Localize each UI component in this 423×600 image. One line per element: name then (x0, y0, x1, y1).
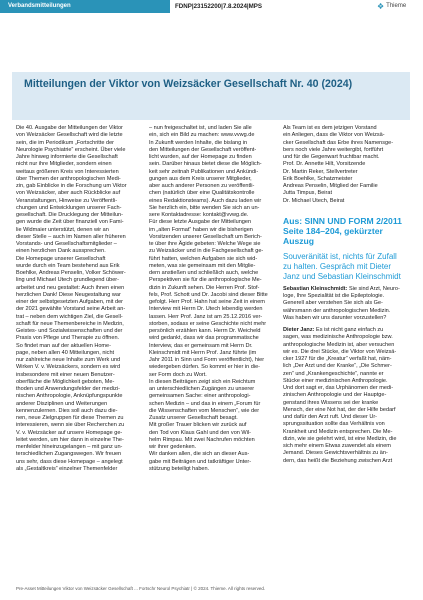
text-line: Neurologie Psychiatrie“ erscheint. Über viele (16, 146, 126, 153)
text-line: bers noch viele Jahre weitergibt, fortführt (283, 146, 384, 153)
text-line: wurde durch ein Team bestehend aus Erik (16, 262, 120, 269)
text-line: schaft für neue Themenbereiche in Medizin, (16, 320, 124, 327)
text-line: dieser Stelle – auch im Namen aller früheren (16, 233, 126, 240)
header-bar (0, 0, 423, 14)
text-line: keit sehr zeitnah Publikationen und Ankündi- (149, 168, 259, 175)
thieme-logo-icon: ❖ (377, 2, 385, 11)
page-footer: Pre-Asset Mitteilungen Viktor von Weizsäcker Gesellschaft ... Fortschr Neurol Psychiatr | © 2024. Thieme. All rights reserved. (16, 586, 266, 591)
text-line: terschiedlichen Zugangswegen. Wir freuen (16, 451, 122, 458)
text-line: dizin in Zukunft sehen. Die Herren Prof. Stof- (149, 284, 260, 291)
section-tag: Verbandsmitteilungen (0, 0, 170, 13)
excerpt-heading: Aus: SINN UND FORM 2/2011 Seite 184–204, gekürzter Auszug (283, 215, 402, 246)
text-line: und dafür den Arzt ruft. Und dieser Ur- (283, 414, 378, 420)
text-line: die Wissenschaften vom Menschen“, wie der (149, 407, 260, 414)
text-column-2 (149, 125, 270, 473)
text-line: im „alten Format“ haben wir die bisherigen (149, 226, 253, 233)
text-line: menfelder hineinzugelangen – mit ganz un- (16, 444, 123, 450)
text-line: gen wurde die Zeit über finanziell von Fami- (16, 219, 124, 226)
text-line: über Themen der anthropologischen Medi- (16, 175, 121, 182)
board-member: Dr. Martin Reker, Stellvertreter (283, 168, 358, 175)
text-column-1 (16, 125, 137, 473)
text-line: dizin, wie sie gelehrt wird, ist eine Medizin, die (283, 435, 397, 442)
text-line: Es ist nicht ganz einfach zu (316, 327, 384, 333)
text-line: stützung beteiligt haben. (149, 465, 210, 472)
text-line: insbesondere mit einer neuen Benutzer- (16, 371, 115, 378)
text-line: fels, Prof. Schott und Dr. Jacobi sind dieser Bitte (149, 291, 268, 298)
text-line: den Tod von Klaus Gahl und den von Wil- (149, 429, 251, 436)
text-line: nur zahlreiche neue Inhalte zum Werk und (16, 357, 121, 363)
text-column-3 (283, 125, 404, 465)
text-line: anderer Disziplinen und Weiterungen (16, 400, 108, 407)
text-line: wird gedankt, dass wir das programmatische (149, 335, 259, 342)
text-line: sein, die im Periodikum „Fortschritte der (16, 139, 115, 146)
article-meta: FDNP|23152200|7.8.2024|MPS (175, 3, 263, 10)
text-line: chungen und Entwicklungen unserer Fach- (16, 204, 122, 211)
text-line: Jahre hinweg informierte die Gesellschaft (16, 154, 118, 160)
text-line: einen herzlichen Dank aussprechen. (16, 248, 106, 255)
text-line: ser Form doch zu Wort. (149, 371, 207, 378)
text-line: thoden und Anwendungsfelder der medizi- (16, 386, 120, 392)
closing-paragraph (283, 125, 404, 161)
text-line: Mensch, der eine Not hat, der der Hilfe bedarf (283, 406, 396, 413)
text-line: licht wurden, auf der Homepage zu finden (149, 154, 252, 160)
text-line: te über ihre Ägide gebeten: Welche Wege sie (149, 241, 261, 247)
text-line: dern anstießen und schließlich auch, welche (149, 270, 259, 276)
text-line: anthropologische Medizin ist, aber versuchen (283, 341, 395, 348)
board-member: Andreas Penselin, Mitglied der Familie (283, 183, 378, 189)
publisher-logo-text: Thieme (386, 3, 407, 9)
text-line: Vorstands- und Gesellschaftsmitglieder – (16, 241, 117, 247)
text-line: Wirken V. v. Weizsäckers, sondern es wird (16, 364, 121, 371)
text-line: währsmann der anthropologischen Medizin. (283, 307, 391, 314)
text-line: den Mitteilungen der Gesellschaft veröffent- (149, 146, 257, 153)
text-line: eines Redaktionsteams). Auch dazu laden wir (149, 197, 262, 204)
text-line: interessieren, wenn sie über Recherchen zu (16, 422, 125, 429)
text-line: weitaus größeren Kreis von Interessierten (16, 168, 119, 175)
text-line: als „Gestaltkreis“ einzelner Themenfelder (16, 465, 118, 472)
column-1-text (16, 125, 137, 473)
text-line: ein, sich ein Bild zu machen: www.vvwg.de (149, 132, 255, 139)
text-line: gesellschaft. Die Drucklegung der Mitteilun- (16, 212, 123, 218)
text-line: nicht nur ihre Mitglieder, sondern einen (16, 161, 112, 168)
text-line: Jahr 2011 in Sinn und Form veröffentlicht), hier (149, 357, 265, 363)
text-line: genstand ihres Wissens sei der kranke (283, 399, 379, 406)
text-line: uns sehr, dass diese Homepage – angelegt (16, 458, 123, 465)
text-line: sagen, was medizinische Anthropologie bzw. (283, 334, 393, 341)
text-line: Kleinschmidt mit Herrn Prof. Janz führte (im (149, 349, 257, 356)
text-line: aber auch anderer Personen zu veröffentli- (149, 183, 255, 189)
text-line: Die 40. Ausgabe der Mitteilungen der Viktor (16, 125, 123, 131)
text-line: Zusatz unserer Gesellschaft besagt. (149, 415, 238, 421)
board-signatures (283, 161, 404, 205)
text-line: gungen aus dem Kreis unserer Mitglieder, (149, 175, 252, 182)
text-line: sprungssituation sollte das Verhältnis von (283, 421, 385, 428)
text-line: Mit großer Trauer blicken wir zurück auf (149, 422, 247, 429)
text-line: wiedergeben dürfen. So kommt er hier in die- (149, 364, 260, 371)
publisher-logo (377, 1, 406, 12)
text-line: Wir danken allen, die sich an dieser Aus- (149, 451, 250, 458)
text-line: kennenzulernen. Dies soll auch dazu die- (16, 407, 118, 414)
text-line: einer der selbstgesetzten Aufgaben, mit der (16, 299, 123, 305)
text-line: wir ihrer gedenken. (149, 444, 197, 450)
text-line: Veranstaltungen, Hinweise zu Veröffentli- (16, 197, 118, 204)
text-line: Jemand. Dieses Gewichtsverhältnis zu än- (283, 450, 388, 457)
text-line: gemeinsamen Sache: einer anthropologi- (149, 393, 251, 400)
text-line: sere Kontaktadresse: kontakt@vvwg.de. (149, 212, 249, 218)
text-line: In diesen Beiträgen zeigt sich ein Reichtum (149, 378, 256, 385)
interview-question (283, 286, 404, 322)
page-title: Mitteilungen der Viktor von Weizsäcker Gesellschaft Nr. 40 (2024) (24, 78, 353, 90)
column-2-text (149, 125, 270, 473)
title-banner (12, 72, 410, 120)
text-line: sein. Darüber hinaus bietet diese die Möglich- (149, 161, 262, 168)
text-line: cker 1927 für die „Kreatur“ verfaßt hat, näm- (283, 356, 392, 362)
text-line: der 2021 gewählte Vorstand seine Arbeit an- (16, 306, 126, 313)
text-line: oberfläche die Möglichkeit geboten, Me- (16, 378, 115, 385)
text-line: trat – neben dem wichtigen Ziel, die Gesell- (16, 313, 123, 320)
text-line: In Zukunft werden Inhalte, die bislang in (149, 139, 248, 146)
text-line: Vorsitzenden unserer Gesellschaft um Berich- (149, 233, 262, 240)
text-line: lassen. Herr Prof. Janz ist am 25.12.2016 ver- (149, 313, 263, 320)
text-line: ein Anliegen, dass die Viktor von Weizsä- (283, 132, 385, 139)
text-line: ling und Michael Utech grundlegend über- (16, 277, 119, 284)
text-line: gabe mit Beiträgen und tatkräftiger Unter- (149, 458, 252, 465)
text-line: zin, gab Einblicke in die Forschung um Viktor (16, 183, 127, 189)
text-line: Praxis von Pflege und Therapie zu öffnen. (16, 335, 120, 342)
text-line: dern, das heißt die Beziehung zwischen Arzt (283, 457, 393, 464)
board-member: Dr. Michael Utech, Beirat (283, 197, 345, 204)
text-line: storben, sodass er seine Geschichte nicht mehr (149, 320, 267, 327)
text-line: Krankheit und Medizin entsprechen. Die Me- (283, 428, 393, 435)
text-line: Sie herzlich ein, bitte wenden Sie sich an un- (149, 204, 260, 211)
text-line: von Weizsäcker, aber auch Rückblicke auf (16, 190, 121, 197)
interview-title: Souveränität ist, nichts für Zufall zu halten. Gespräch mit Dieter Janz und Sebastian Kleinschmidt (283, 251, 401, 281)
text-line: chen (natürlich über eine Qualitätskontrolle (149, 190, 255, 197)
text-line: page, neben allen 40 Mitteilungen, nicht (16, 349, 115, 356)
text-line: Sie sind Arzt, Neuro- (348, 285, 400, 292)
text-line: So findet man auf der aktuellen Home- (16, 342, 111, 349)
text-line: arbeitet und neu gestaltet: Auch ihnen einen (16, 284, 125, 291)
text-line: und für die Gegenwart fruchtbar macht. (283, 154, 380, 160)
text-line: wir es. Die drei Stücke, die Viktor von Weizsä- (283, 348, 397, 355)
text-line: gefolgt. Herr Prof. Hahn hat seine Zeit in einem (149, 299, 265, 305)
text-line: cker Gesellschaft das Erbe ihres Namensge- (283, 139, 394, 146)
speaker-name: Dieter Janz: (283, 327, 315, 333)
text-line: sich mehr einem Etwas zuwendet als einem (283, 443, 391, 449)
text-line: persönlich erzählen kann. Herrn Dr. Weicheld (149, 328, 261, 334)
text-line: zu Weizsäcker und in die Fachgesellschaft ge- (149, 248, 264, 255)
text-line: Für diese letzte Ausgabe der Mitteilungen (149, 219, 252, 226)
text-line: – nun freigeschaltet ist, und laden Sie alle (149, 125, 252, 131)
speaker-name: Sebastian Kleinschmidt: (283, 285, 348, 292)
text-line: zinischen Anthropologie und der Hauptge- (283, 392, 387, 399)
text-line: helm Rimpau. Mit zwei Nachrufen möchten (149, 436, 255, 443)
text-line: Geistes- und Sozialwissenschaften und der (16, 328, 123, 334)
text-line: Perspektiven sie für die anthropologische Me- (149, 277, 262, 284)
text-line: von Weizsäcker Gesellschaft wird die letzte (16, 132, 123, 139)
text-line: Boehlke, Andreas Penselin, Volker Schöwer- (16, 270, 126, 276)
text-line: lich „Der Arzt und der Kranke“, „Die Schmer- (283, 363, 392, 370)
text-line: lie Widmaier unterstützt, denen wir an (16, 226, 109, 233)
board-member: Prof. Dr. Annette Hilt, Vorsitzende (283, 161, 366, 168)
text-line: leitet werden, um hier dann in einzelne The- (16, 436, 124, 443)
text-line: Interview, das er gemeinsam mit Herrn Dr. (149, 342, 253, 349)
text-line: Und dort sagt er, das Urphänomen der medi- (283, 385, 394, 391)
text-line: Als Team ist es dem jetzigen Vorstand (283, 125, 377, 131)
text-line: an unterschiedlichen Zugängen zu unserer (149, 386, 255, 392)
text-line: Interview mit Herrn Dr. Utech lebendig werden (149, 306, 263, 313)
text-line: nischen Anthropologie, Anknüpfungspunkte (16, 393, 123, 400)
interview-answer (283, 327, 404, 465)
text-line: V. v. Weizsäcker auf unsere Homepage ge- (16, 429, 123, 436)
text-line: Was haben wir uns darunter vorzustellen? (283, 314, 387, 321)
text-line: führt hatten, welchen Aufgaben sie sich wid- (149, 255, 258, 262)
text-line: Die Homepage unserer Gesellschaft (16, 255, 106, 262)
text-line: Stücke einer medizinischen Anthropologie. (283, 377, 388, 384)
text-line: schen Medizin – und das in einem „Forum für (149, 400, 261, 407)
text-line: Generell aber verstehen Sie sich als Ge- (283, 300, 383, 307)
text-line: meten, was sie gemeinsam mit den Mitglie- (149, 262, 256, 269)
board-member: Jutta Timpus, Beirat (283, 190, 333, 197)
text-line: herzlichen Dank! Diese Neugestaltung war (16, 291, 121, 298)
text-line: zen“ und „Krankengeschichte“, nannte er (283, 370, 384, 377)
text-line: nen, neue Zielgruppen für diese Themen zu (16, 415, 124, 421)
text-line: loge, Ihre Spezialität ist die Epileptologie. (283, 293, 385, 299)
board-member: Erik Boehlke, Schatzmeister (283, 175, 353, 182)
